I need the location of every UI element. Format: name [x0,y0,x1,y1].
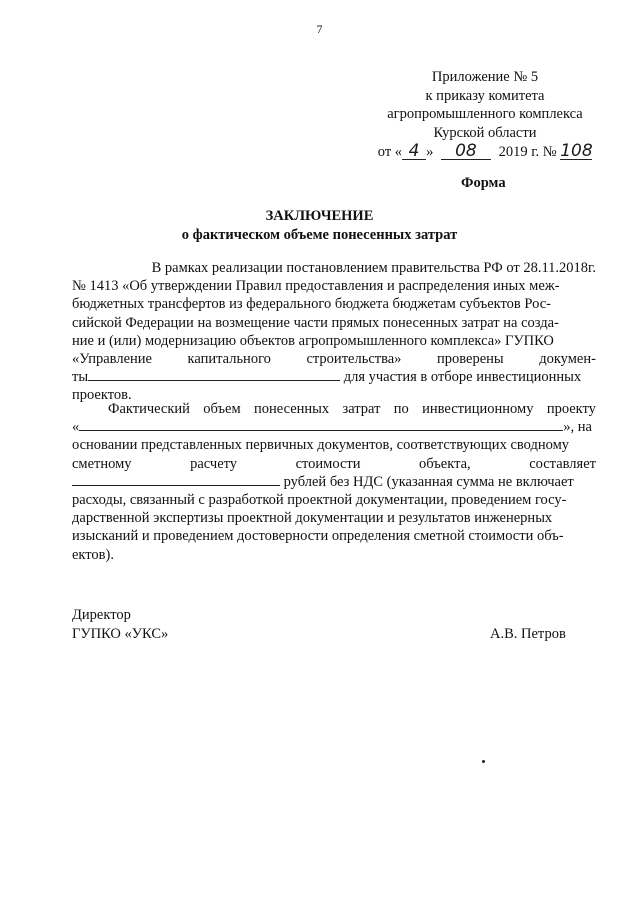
p1-line-4: сийской Федерации на возмещение части прямых понесенных затрат на созда- [72,314,559,331]
blank-documents-line [88,368,340,381]
p2-line-9: ектов). [72,546,114,563]
signature-position: Директор [72,607,131,623]
p1-line-1: В рамках реализации постановлением правительства РФ от 28.11.2018г. [151,260,596,276]
date-quote-close: » [426,144,434,160]
p1-l6-word-2: капитального [187,351,271,368]
form-label: Форма [461,175,506,191]
p2-line-4 [72,455,596,473]
appendix-header [370,68,600,162]
document-title: ЗАКЛЮЧЕНИЕ [265,208,374,224]
p2-l4-word-5: составляет [529,455,596,472]
p2-line-5 [72,473,596,491]
p1-line-8: проектов. [72,387,132,404]
p1-l7-end: для участия в отборе инвестиционных [340,369,582,386]
p2-line-6: расходы, связанный с разработкой проектной документации, проведением госу- [72,492,567,509]
appendix-line-2: к приказу комитета [425,87,545,104]
p2-l4-word-1: сметному [72,455,132,472]
scan-speck [482,760,485,763]
p2-line-8: изысканий и проведением достоверности определения сметной стоимости объ- [72,528,564,545]
signature-organization: ГУПКО «УКС» [72,626,169,642]
date-month: 08 [441,144,491,160]
p1-l6-word-4: проверены [437,351,504,368]
page-number: 7 [316,22,323,36]
p2-l1-word-2: объем [203,401,241,417]
blank-amount [72,473,280,486]
appendix-line-1: Приложение № 5 [431,69,539,85]
p2-line-1 [72,400,596,418]
p2-l2-end: », на [563,419,592,436]
p1-line-5: ние и (или) модернизацию объектов агропромышленного комплекса» ГУПКО [72,332,554,349]
p1-line-2: № 1413 «Об утверждении Правил предоставления и распределения иных меж- [72,278,560,295]
appendix-date-line [370,143,600,162]
p2-l4-word-4: объекта, [419,455,471,472]
p1-line-6 [72,350,596,368]
p2-l4-word-3: стоимости [295,455,361,472]
p1-line-7 [72,368,596,386]
p2-line-3: основании представленных первичных документов, соответствующих сводному [72,437,569,454]
p1-l6-word-1: «Управление [72,351,152,368]
blank-project-name [79,418,563,431]
date-year-number-label: 2019 г. № [498,144,557,160]
p1-l6-word-3: строительства» [306,351,402,368]
appendix-line-4: Курской области [433,124,537,141]
order-number: 108 [560,141,593,161]
paragraph-1 [72,259,596,405]
p2-l5-end: рублей без НДС (указанная сумма не включает [280,473,574,490]
p2-l2-open-quote: « [72,419,80,436]
p1-l7-start: ты [72,369,89,386]
appendix-line-3: агропромышленного комплекса [387,106,583,122]
signature-name: А.В. Петров [490,626,566,642]
date-prefix: от « [377,144,403,160]
p2-l1-word-4: затрат [342,401,381,417]
p2-l1-word-5: по [393,401,409,417]
p1-l6-word-5: докумен- [539,351,596,368]
date-day: 4 [402,144,426,160]
p1-line-3: бюджетных трансфертов из федерального бюджета бюджетам субъектов Рос- [72,296,551,313]
p2-l1-word-6: инвестиционному [422,401,534,417]
document-subtitle: о фактическом объеме понесенных затрат [181,227,458,243]
p2-l1-word-3: понесенных [254,401,330,417]
p2-l4-word-2: расчету [190,455,238,472]
p2-l1-word-7: проекту [546,401,596,417]
p2-l1-word-1: Фактический [108,401,190,417]
p2-line-2 [72,418,596,436]
p2-line-7: дарственной экспертизы проектной документации и результатов инженерных [72,510,553,527]
paragraph-2 [72,400,596,564]
